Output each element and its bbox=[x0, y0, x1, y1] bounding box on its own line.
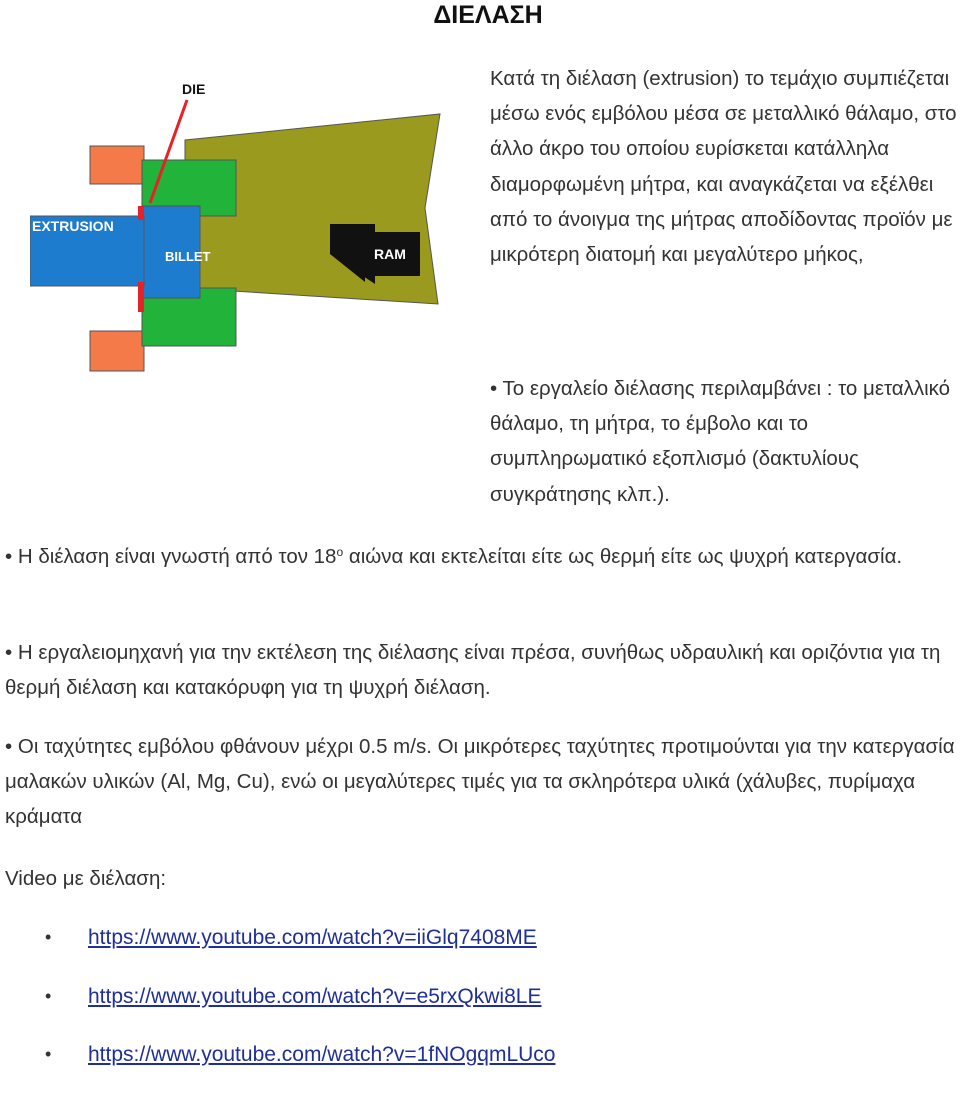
bullet-history bbox=[5, 539, 957, 574]
die-block-bottom bbox=[90, 331, 144, 371]
video-link-1[interactable]: https://www.youtube.com/watch?v=iiGlq7408ME bbox=[88, 926, 537, 949]
billet-label: BILLET bbox=[165, 249, 211, 264]
die-label: DIE bbox=[182, 81, 206, 97]
die-shape-bottom bbox=[138, 282, 144, 312]
extrusion-diagram bbox=[30, 78, 480, 378]
bullet-history-superscript: ο bbox=[336, 545, 344, 559]
video-link-3[interactable]: https://www.youtube.com/watch?v=1fNOgqmLUco bbox=[88, 1043, 556, 1066]
bullet-history-start: • Η διέλαση είναι γνωστή από τον 18 bbox=[5, 545, 337, 568]
die-block-top bbox=[90, 146, 144, 184]
bullet-speed: • Οι ταχύτητες εμβόλου φθάνουν μέχρι 0.5 m/s. Οι μικρότερες ταχύτητες προτιμούνται για την κατεργασία μαλακών υλικών (Al, Mg, Cu), ενώ οι μεγαλύτερες τιμές για τα σκληρότερα υλικά (χάλυβες, πυρίμαχα κράματα bbox=[5, 735, 955, 829]
bullet-point: • bbox=[45, 927, 52, 947]
video-label: Video με διέλαση: bbox=[5, 867, 167, 890]
bullet-history-end: αιώνα και εκτελείται είτε ως θερμή είτε ως ψυχρή κατεργασία. bbox=[343, 545, 903, 568]
bullet-point: • bbox=[45, 1044, 52, 1064]
bullet-press: • Η εργαλειομηχανή για την εκτέλεση της διέλασης είναι πρέσα, συνήθως υδραυλική και οριζόντια για τη θερμή διέλαση και κατακόρυφη για τη ψυχρή διέλαση. bbox=[5, 641, 941, 700]
die-shape-top bbox=[138, 206, 144, 220]
bullet-tools: • Το εργαλείο διέλασης περιλαμβάνει : το μεταλλικό θάλαμο, τη μήτρα, το έμβολο και το συμπληρωματικό εξοπλισμό (δακτυλίους συγκράτησης κλπ.). bbox=[490, 377, 951, 506]
extrusion-label: EXTRUSION bbox=[32, 218, 114, 234]
ram-label: RAM bbox=[374, 246, 406, 262]
bullet-point: • bbox=[45, 985, 52, 1006]
intro-paragraph: Κατά τη διέλαση (extrusion) το τεμάχιο συμπιέζεται μέσω ενός εμβόλου μέσα σε μεταλλικό θάλαμο, στο άλλο άκρο του οποίου ευρίσκεται κατάλληλα διαμορφωμένη μήτρα, και αναγκάζεται να εξέλθει από το άνοιγμα της μήτρας αποδίδοντας προϊόν με μικρότερη διατομή και μεγαλύτερο μήκος, bbox=[490, 67, 957, 267]
page-title: ΔΙΕΛΑΣΗ bbox=[433, 1, 543, 29]
video-link-2[interactable]: https://www.youtube.com/watch?v=e5rxQkwi8LE bbox=[88, 984, 542, 1008]
